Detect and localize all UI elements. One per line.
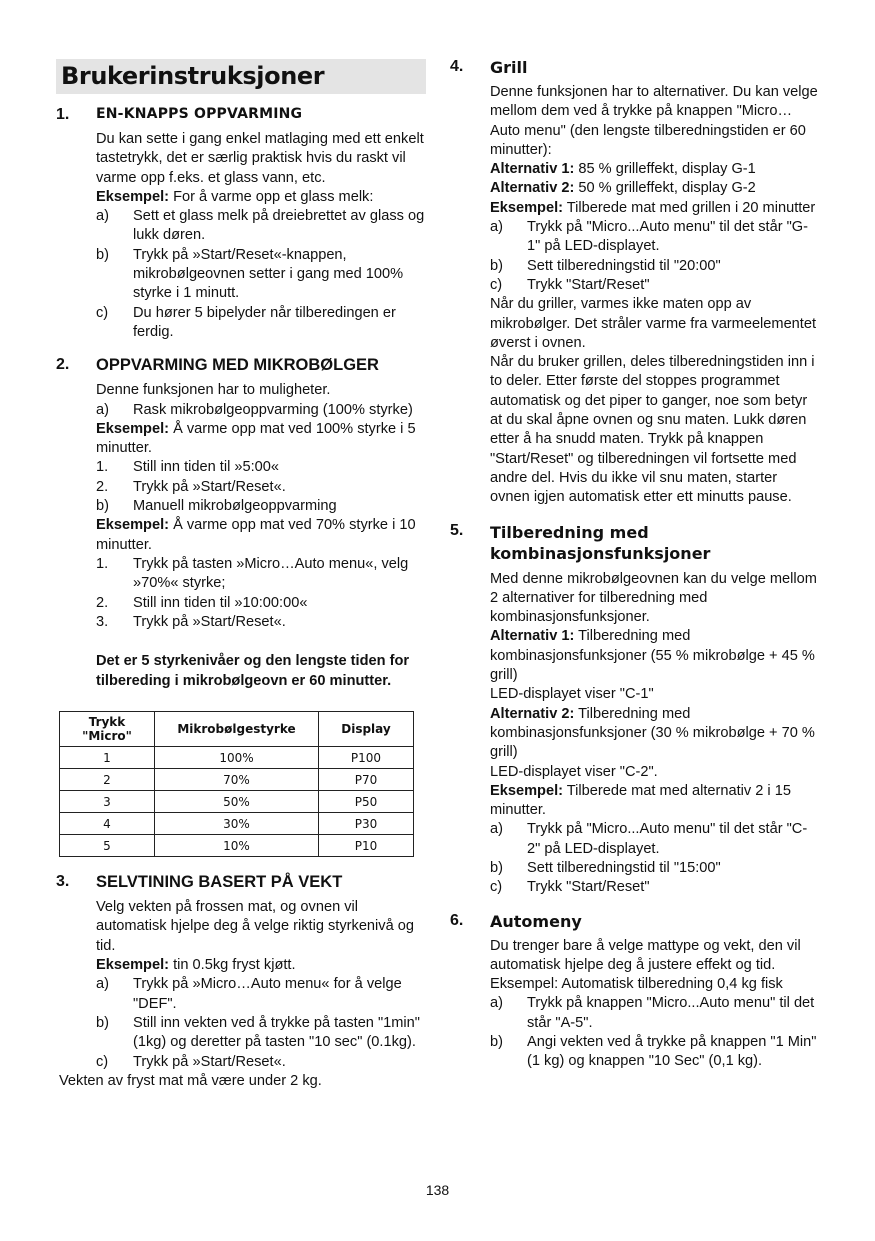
table-cell: P10 [319, 835, 414, 857]
alternative-label: Alternativ 2: [490, 180, 575, 197]
section-6-example: Eksempel: Automatisk tilberedning 0,4 kg fisk [490, 976, 783, 993]
list-item [490, 820, 820, 859]
example-label: Eksempel: [490, 782, 564, 799]
list-marker: c) [490, 879, 503, 896]
section-3-body [59, 898, 426, 1091]
list-marker: c) [490, 276, 503, 293]
alternative-text: Tilberedning med kombinasjonsfunksjoner (30 % mikrobølge + 70 % grill) [490, 705, 815, 761]
list-text: Still inn vekten ved å trykke på tasten "1min" (1kg) og deretter på tasten "10 sec" (0.1kg). [133, 1014, 420, 1051]
list-marker: 1. [96, 459, 109, 476]
section-4-alt-2 [490, 179, 820, 198]
list-marker: b) [490, 257, 503, 274]
section-4-alt-1 [490, 160, 820, 179]
list-marker: b) [96, 246, 109, 263]
table-cell: 30% [155, 813, 319, 835]
list-item [490, 218, 820, 257]
example-label: Eksempel: [96, 420, 170, 437]
section-4-example [490, 199, 820, 218]
section-5-alt-1 [490, 627, 820, 685]
section-4-heading [450, 58, 820, 77]
example-label: Eksempel: [96, 188, 170, 205]
list-text: Trykk på »Start/Reset«-knappen, mikrobølgeovnen setter i gang med 100% styrke i 1 minutt. [133, 246, 404, 302]
list-text: Sett et glass melk på dreiebrettet av glass og lukk døren. [133, 208, 425, 244]
table-cell: 1 [60, 747, 155, 769]
table-cell: P50 [319, 791, 414, 813]
example-text: Å varme opp mat ved 100% styrke i 5 minutter. [96, 420, 416, 457]
list-item [96, 555, 426, 594]
section-5-alt-2-led: LED-displayet viser "C-2". [490, 763, 658, 780]
list-item [96, 478, 426, 497]
list-item [96, 246, 426, 304]
table-cell: 10% [155, 835, 319, 857]
section-5 [450, 522, 820, 898]
table-cell: P100 [319, 747, 414, 769]
list-text: Sett tilberedningstid til "20:00" [527, 257, 721, 274]
page-number: 138 [425, 1182, 450, 1198]
section-5-body [490, 570, 820, 898]
example-label: Eksempel: [96, 957, 170, 974]
section-4 [450, 58, 820, 508]
list-marker: a) [490, 995, 503, 1012]
section-6-number: 6. [450, 911, 464, 929]
example-text: Tilberede mat med grillen i 20 minutter [563, 199, 816, 216]
section-4-paragraph-1: Når du griller, varmes ikke maten opp av mikrobølger. Det stråler varme fra varmeelementet øverst i ovnen. [490, 296, 817, 351]
list-marker: 1. [96, 555, 109, 572]
section-6-heading [450, 912, 820, 931]
table-row [60, 747, 414, 769]
section-6 [450, 912, 820, 1072]
section-4-number: 4. [450, 58, 464, 75]
section-5-alt-1-led: LED-displayet viser "C-1" [490, 686, 654, 703]
right-column [450, 58, 820, 1086]
section-6-intro: Du trenger bare å velge mattype og vekt, den vil automatisk hjelpe deg å justere effekt og tid. [490, 937, 801, 973]
col-header-power: Mikrobølgestyrke [155, 712, 319, 747]
section-3-heading [56, 873, 426, 892]
table-row [60, 813, 414, 835]
alternative-text: 85 % grilleffekt, display G-1 [574, 161, 756, 178]
example-label: Eksempel: [96, 517, 170, 534]
list-marker: a) [490, 821, 503, 838]
list-marker: c) [96, 1053, 109, 1070]
section-3-intro: Velg vekten på frossen mat, og ovnen vil automatisk hjelpe deg å velge riktig styrkenivå og tid. [96, 899, 414, 954]
list-marker: a) [96, 976, 109, 993]
list-item [96, 1014, 426, 1053]
list-text: Trykk på »Micro…Auto menu« for å velge "DEF". [133, 976, 402, 1012]
section-5-example [490, 782, 820, 821]
list-text: Still inn tiden til »10:00:00« [133, 594, 308, 611]
list-text: Du hører 5 bipelyder når tilberedingen er ferdig. [133, 304, 396, 340]
section-2-example-2 [96, 516, 426, 555]
section-2-heading [56, 356, 426, 375]
list-text: Trykk "Start/Reset" [527, 276, 650, 293]
table-cell: P70 [319, 769, 414, 791]
list-item [490, 859, 820, 878]
example-label: Eksempel: [490, 199, 564, 216]
table-cell: 2 [60, 769, 155, 791]
section-4-intro: Denne funksjonen har to alternativer. Du kan velge mellom dem ved å trykke på knappen "Micro…Auto menu" (den lengste tilberedningstiden er 60 minutter): [490, 84, 818, 158]
section-5-heading [450, 522, 820, 564]
list-marker: a) [490, 219, 503, 236]
power-level-table [59, 711, 414, 857]
col-header-display: Display [319, 712, 414, 747]
list-item [490, 276, 820, 295]
list-text: Trykk på "Micro...Auto menu" til det står "G-1" på LED-displayet. [527, 219, 809, 255]
alternative-text: 50 % grilleffekt, display G-2 [574, 180, 756, 197]
list-marker: a) [96, 208, 109, 225]
list-text: Rask mikrobølgeoppvarming (100% styrke) [133, 401, 413, 418]
section-6-title: Automeny [490, 911, 582, 931]
list-marker: 3. [96, 613, 109, 630]
table-cell: 50% [155, 791, 319, 813]
list-text: Trykk på "Micro...Auto menu" til det står "C-2" på LED-displayet. [527, 821, 808, 857]
list-text: Trykk på »Start/Reset«. [133, 1053, 286, 1070]
list-item [96, 304, 426, 343]
section-3 [56, 873, 426, 1091]
list-item [96, 594, 426, 613]
table-row [60, 791, 414, 813]
list-text: Trykk på knappen "Micro...Auto menu" til det står "A-5". [527, 995, 815, 1031]
alternative-label: Alternativ 1: [490, 161, 575, 178]
list-marker: 2. [96, 594, 109, 611]
col-header-press-micro: Trykk "Micro" [60, 712, 155, 747]
example-text: Å varme opp mat ved 70% styrke i 10 minutter. [96, 517, 416, 553]
section-6-body [490, 937, 820, 1072]
section-4-title: Grill [490, 58, 528, 77]
list-text: Trykk på tasten »Micro…Auto menu«, velg »70%« styrke; [133, 555, 409, 592]
section-1-heading [56, 106, 426, 124]
section-5-title: Tilberedning med kombinasjonsfunksjoner [490, 522, 711, 563]
list-item [96, 401, 426, 420]
list-text: Trykk på »Start/Reset«. [133, 478, 286, 495]
list-text: Manuell mikrobølgeoppvarming [133, 498, 337, 515]
alternative-label: Alternativ 2: [490, 705, 575, 722]
list-text: Still inn tiden til »5:00« [133, 459, 280, 476]
page-title: Brukerinstruksjoner [56, 59, 426, 94]
list-marker: 2. [96, 478, 109, 495]
section-2-body [96, 381, 426, 632]
list-text: Angi vekten ved å trykke på knappen "1 Min" (1 kg) og knappen "10 Sec" (0,1 kg). [527, 1034, 817, 1070]
list-marker: b) [490, 859, 503, 876]
section-1-example [96, 188, 426, 207]
list-text: Trykk "Start/Reset" [527, 879, 650, 896]
power-levels-note: Det er 5 styrkenivåer og den lengste tiden for tilbereding i mikrobølgeovn er 60 minutter. [96, 653, 410, 689]
section-3-title: SELVTINING BASERT PÅ VEKT [96, 873, 343, 892]
list-marker: b) [490, 1034, 503, 1051]
list-marker: c) [96, 304, 109, 321]
alternative-text: Tilberedning med kombinasjonsfunksjoner (55 % mikrobølge + 45 % grill) [490, 628, 815, 684]
example-text: For å varme opp et glass melk: [169, 188, 374, 205]
table-header-row [60, 712, 414, 747]
section-3-example [96, 956, 426, 975]
table-cell: 100% [155, 747, 319, 769]
list-text: Trykk på »Start/Reset«. [133, 613, 286, 630]
table-cell: 4 [60, 813, 155, 835]
section-5-alt-2 [490, 705, 820, 763]
section-5-intro: Med denne mikrobølgeovnen kan du velge mellom 2 alternativer for tilberedning med kombinasjonsfunksjoner. [490, 570, 817, 626]
table-cell: P30 [319, 813, 414, 835]
section-1-body [96, 130, 426, 342]
section-2 [56, 356, 426, 691]
alternative-label: Alternativ 1: [490, 628, 575, 645]
list-item [490, 1033, 820, 1072]
section-1-title: EN-KNAPPS OPPVARMING [96, 106, 303, 122]
section-2-intro: Denne funksjonen har to muligheter. [96, 382, 331, 399]
section-2-number: 2. [56, 356, 70, 374]
table-cell: 5 [60, 835, 155, 857]
list-item [96, 207, 426, 246]
example-text: tin 0.5kg fryst kjøtt. [169, 957, 296, 974]
section-1 [56, 106, 426, 342]
list-marker: b) [96, 1014, 109, 1031]
section-1-number: 1. [56, 106, 70, 123]
list-marker: a) [96, 401, 109, 418]
section-4-body [490, 83, 820, 508]
list-item [490, 994, 820, 1033]
list-item [96, 458, 426, 477]
section-3-number: 3. [56, 873, 70, 891]
table-row [60, 769, 414, 791]
table-cell: 3 [60, 791, 155, 813]
example-text: Tilberede mat med alternativ 2 i 15 minutter. [490, 782, 791, 819]
section-3-outro: Vekten av fryst mat må være under 2 kg. [59, 1072, 322, 1089]
list-item [490, 257, 820, 276]
section-5-number: 5. [450, 521, 464, 539]
left-column [56, 56, 426, 1105]
list-text: Sett tilberedningstid til "15:00" [527, 859, 721, 876]
table-cell: 70% [155, 769, 319, 791]
list-item [96, 1053, 426, 1072]
list-item [490, 878, 820, 897]
list-item [96, 975, 426, 1014]
section-2-title: OPPVARMING MED MIKROBØLGER [96, 356, 379, 375]
list-item [96, 497, 426, 516]
table-row [60, 835, 414, 857]
section-2-example-1 [96, 420, 426, 459]
section-1-intro: Du kan sette i gang enkel matlaging med ett enkelt tastetrykk, det er særlig praktisk hvis du raskt vil varme opp f.eks. et glass vann, etc. [96, 131, 424, 186]
section-4-paragraph-2: Når du bruker grillen, deles tilberedningstiden inn i to deler. Etter første del stoppes programmet automatisk og det piper to ganger, noe som betyr at du skal åpne ovnen og snu maten. Lukk døren etter å ha snudd maten. Trykk på knappen "Start/Reset" og tilberedningen vil fortsette med andre del. Hvis du ikke vil snu maten, starter ovnen igjen automatisk etter ett minutts pause. [490, 354, 815, 506]
list-marker: b) [96, 498, 109, 515]
list-item [96, 613, 426, 632]
